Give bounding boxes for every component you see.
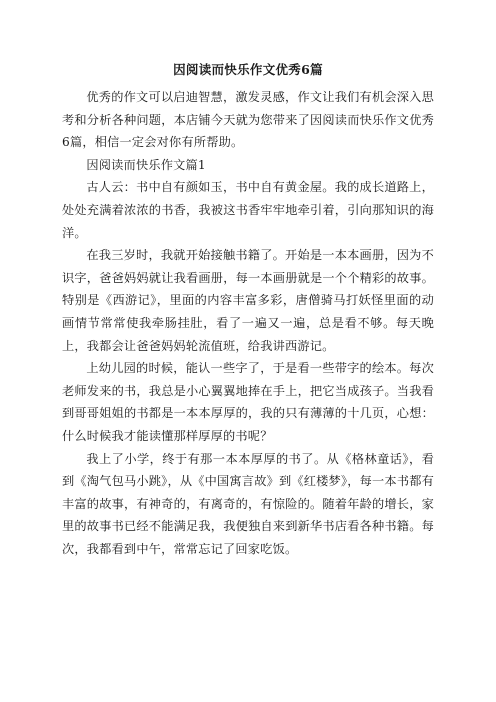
document-title: 因阅读而快乐作文优秀6篇	[173, 62, 323, 77]
section-heading: 因阅读而快乐作文篇1	[86, 157, 206, 172]
paragraph: 古人云：书中自有颜如玉，书中自有黄金屋。我的成长道路上，处处充满着浓浓的书香，我被这书香牢牢地牵引着，引向那知识的海洋。	[62, 180, 434, 240]
paragraph: 在我三岁时，我就开始接触书籍了。开始是一本本画册，因为不识字，爸爸妈妈就让我看画册，每一本画册就是一个个精彩的故事。特别是《西游记》，里面的内容丰富多彩，唐僧骑马打妖怪里面的动画情节常常使我牵肠挂肚，看了一遍又一遍，总是看不够。每天晚上，我都会让爸爸妈妈轮流值班，给我讲西游记。	[62, 248, 434, 353]
paragraph: 上幼儿园的时候，能认一些字了，于是看一些带字的绘本。每次老师发来的书，我总是小心翼翼地捧在手上，把它当成孩子。当我看到哥哥姐姐的书都是一本本厚厚的，我的只有薄薄的十几页，心想：什么时候我才能读懂那样厚厚的书呢？	[62, 361, 434, 443]
paragraph-intro: 优秀的作文可以启迪智慧，激发灵感，作文让我们有机会深入思考和分析各种问题，本店铺今天就为您带来了因阅读而快乐作文优秀6篇，相信一定会对你有所帮助。	[62, 90, 434, 150]
paragraph: 我上了小学，终于有那一本本厚厚的书了。从《格林童话》，看到《淘气包马小跳》，从《中国寓言故》到《红楼梦》，每一本书都有丰富的故事，有神奇的，有离奇的，有惊险的。随着年龄的增长，家里的故事书已经不能满足我，我便独自来到新华书店看各种书籍。每次，我都看到中午，常常忘记了回家吃饭。	[62, 451, 434, 556]
